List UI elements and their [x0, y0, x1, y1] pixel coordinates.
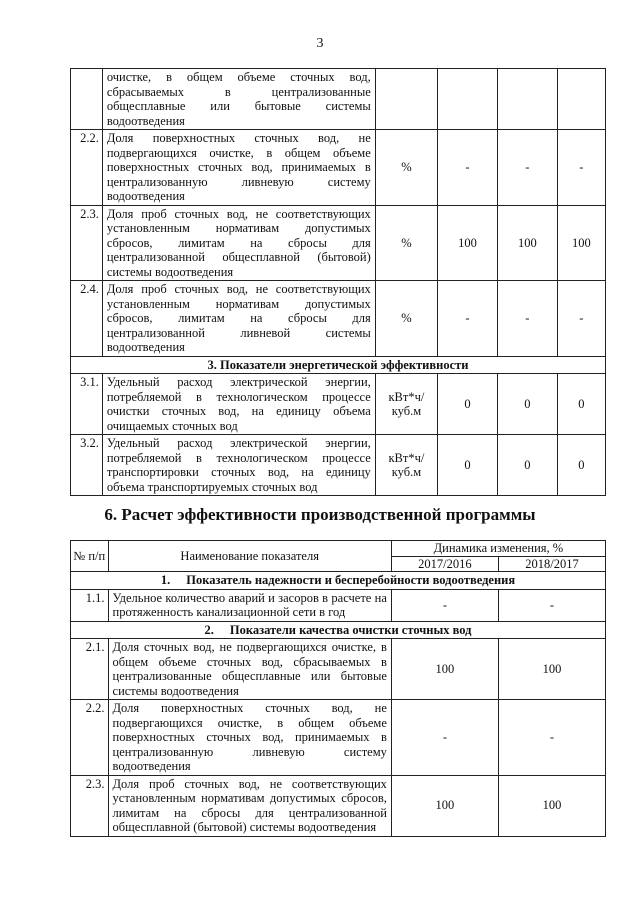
row-value-1: -: [391, 700, 498, 776]
header-row: [71, 541, 606, 557]
row-text: Доля проб сточных вод, не соответствующих установленным нормативам допустимых сбросов, лимитам на сбросы для централизованной общесплавной (бытовой) системы водоотведения: [102, 205, 375, 281]
header-dynamics: Динамика изменения, %: [391, 541, 605, 557]
row-value-2: 100: [498, 775, 605, 836]
row-value-1: [438, 69, 498, 130]
table-row: [71, 69, 606, 130]
row-unit: %: [375, 205, 437, 281]
row-number: [71, 69, 103, 130]
row-number: 2.4.: [71, 281, 103, 357]
table-row: [71, 435, 606, 496]
table-row: [71, 130, 606, 206]
row-text: Удельное количество аварий и засоров в расчете на протяженность канализационной сети в год: [108, 589, 391, 621]
row-number: 1.1.: [71, 589, 109, 621]
row-value-2: -: [497, 130, 557, 206]
row-value-3: -: [557, 130, 605, 206]
row-unit: %: [375, 281, 437, 357]
section-number: 1.: [160, 573, 171, 587]
row-value-1: -: [438, 281, 498, 357]
row-number: 2.1.: [71, 639, 109, 700]
row-value-3: 100: [557, 205, 605, 281]
table-row: [71, 589, 606, 621]
row-value-1: 100: [438, 205, 498, 281]
row-number: 2.2.: [71, 130, 103, 206]
section-title-reliability: [71, 572, 606, 590]
header-name: Наименование показателя: [108, 541, 391, 572]
row-unit: кВт*ч/ куб.м: [375, 374, 437, 435]
row-value-1: -: [438, 130, 498, 206]
efficiency-table: [70, 540, 606, 837]
row-value-1: 0: [438, 374, 498, 435]
row-value-1: 100: [391, 639, 498, 700]
row-unit: %: [375, 130, 437, 206]
row-value-2: -: [498, 589, 605, 621]
row-value-3: 0: [557, 435, 605, 496]
table-row: [71, 374, 606, 435]
row-number: 3.2.: [71, 435, 103, 496]
row-text: Доля проб сточных вод, не соответствующих установленным нормативам допустимых сбросов, лимитам на сбросы для централизованной ливневой системы водоотведения: [102, 281, 375, 357]
row-number: 2.3.: [71, 775, 109, 836]
row-value-1: 0: [438, 435, 498, 496]
section-number: 2.: [204, 622, 214, 637]
row-value-2: 100: [498, 639, 605, 700]
row-value-1: -: [391, 589, 498, 621]
header-col-2017: 2017/2016: [391, 556, 498, 572]
row-text: Удельный расход электрической энергии, потребляемой в технологическом процессе очистки сточных вод, на единицу объема очищаемых сточных вод: [102, 374, 375, 435]
section-title-energy: 3. Показатели энергетической эффективности: [71, 356, 606, 374]
table-row: [71, 639, 606, 700]
section-row: [71, 621, 606, 639]
header-number: № п/п: [71, 541, 109, 572]
row-text: Доля проб сточных вод, не соответствующих установленным нормативам допустимых сбросов, лимитам на сбросы для централизованной общесплавной (бытовой) системы водоотведения: [108, 775, 391, 836]
row-value-2: [497, 69, 557, 130]
row-value-3: -: [557, 281, 605, 357]
indicators-table-continued: [70, 68, 606, 496]
row-value-2: -: [498, 700, 605, 776]
row-unit: [375, 69, 437, 130]
row-text: Доля поверхностных сточных вод, не подвергающихся очистке, в общем объеме поверхностных сточных вод, принимаемых в централизованную ливневую систему водоотведения: [108, 700, 391, 776]
row-number: 3.1.: [71, 374, 103, 435]
row-text: Доля сточных вод, не подвергающихся очистке, в общем объеме сточных вод, сбрасываемых в централизованные общесплавные или бытовые системы водоотведения: [108, 639, 391, 700]
row-number: 2.3.: [71, 205, 103, 281]
row-text: очистке, в общем объеме сточных вод, сбрасываемых в централизованные общесплавные или бытовые системы водоотведения: [102, 69, 375, 130]
section-title: Показатели качества очистки сточных вод: [229, 622, 472, 637]
row-value-3: 0: [557, 374, 605, 435]
row-value-2: 0: [497, 374, 557, 435]
row-number: 2.2.: [71, 700, 109, 776]
header-col-2018: 2018/2017: [498, 556, 605, 572]
row-text: Доля поверхностных сточных вод, не подвергающихся очистке, в общем объеме поверхностных сточных вод, принимаемых в централизованную ливневую систему водоотведения: [102, 130, 375, 206]
section-row: [71, 356, 606, 374]
row-unit: кВт*ч/ куб.м: [375, 435, 437, 496]
section-title: Показатель надежности и бесперебойности водоотведения: [186, 573, 516, 587]
page-number: 3: [316, 36, 324, 51]
section-row: [71, 572, 606, 590]
section-heading: 6. Расчет эффективности производственной программы: [104, 505, 536, 524]
row-value-2: -: [497, 281, 557, 357]
table-row: [71, 281, 606, 357]
row-value-3: [557, 69, 605, 130]
section-title-quality: [71, 621, 606, 639]
table-row: [71, 205, 606, 281]
row-value-2: 100: [497, 205, 557, 281]
table-row: [71, 775, 606, 836]
row-value-1: 100: [391, 775, 498, 836]
row-value-2: 0: [497, 435, 557, 496]
row-text: Удельный расход электрической энергии, потребляемой в технологическом процессе транспортировки сточных вод, на единицу объема транспортируемых сточных вод: [102, 435, 375, 496]
table-row: [71, 700, 606, 776]
